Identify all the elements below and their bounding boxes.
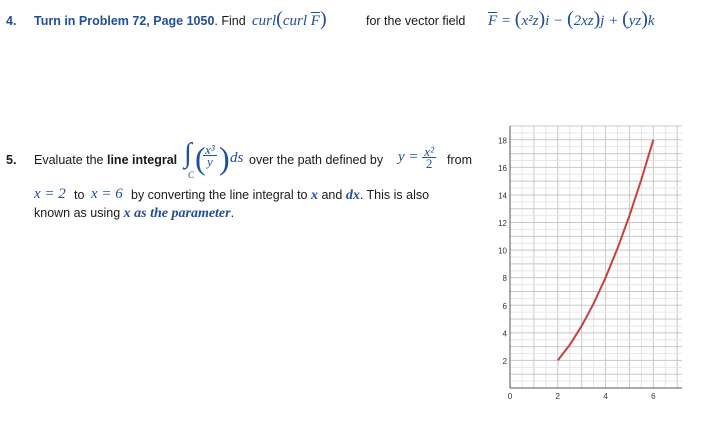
curve-chart	[480, 118, 690, 418]
field-lhs: $\overline{F}$	[488, 13, 498, 29]
problem-4-find: . Find	[214, 14, 246, 28]
unit-i: i	[545, 13, 550, 29]
y-tick-label: 16	[498, 163, 507, 173]
left-paren: (	[195, 140, 206, 176]
parameter-phrase: x as the parameter	[123, 206, 231, 221]
y-tick-label: 2	[502, 356, 507, 366]
unit-k: k	[647, 13, 655, 29]
y-tick-label: 14	[498, 191, 507, 201]
y-tick-label: 18	[498, 136, 507, 146]
integrand-numerator: x³	[205, 142, 215, 157]
x-end: x = 6	[91, 186, 123, 202]
y-tick-label: 8	[502, 274, 507, 284]
x-start: x = 2	[34, 186, 66, 202]
right-paren: )	[219, 140, 230, 176]
problem-4-number: 4.	[6, 14, 17, 28]
converting-phrase: by converting the line integral to	[131, 188, 308, 202]
contour-label: C	[188, 170, 195, 180]
also-text: . This is also	[359, 188, 430, 202]
from-text: from	[447, 153, 472, 167]
y-tick-label: 12	[498, 219, 507, 229]
integral-sign: ∫	[184, 138, 192, 169]
curl-inner: curl	[282, 13, 308, 29]
x-tick-label: 6	[651, 392, 656, 401]
path-equation: y = $\frac{\text{x²}}{2}$	[398, 144, 434, 171]
converting-text	[131, 188, 429, 204]
chart-grid	[510, 126, 682, 388]
integrand-fraction	[203, 144, 217, 167]
y-tick-label: 6	[502, 301, 507, 311]
component-j: 2xz	[573, 13, 594, 29]
problem-5-intro	[34, 153, 177, 167]
intro-text: Evaluate the	[34, 153, 104, 167]
path-text: over the path defined by	[249, 153, 384, 167]
x-tick-label: 4	[603, 392, 608, 401]
vector-field-expression: $\overline{F} = (x^2z)i - (2xz)j + (yz)k$	[488, 8, 655, 30]
curl-curl-expression: curl(curl $\overline{F}$)	[252, 8, 327, 30]
path-y: y	[398, 148, 405, 165]
component-i: x²z	[521, 13, 539, 29]
path-numerator: x²	[424, 144, 434, 159]
line-integral-phrase: line integral	[106, 153, 178, 167]
and-text: and	[321, 188, 343, 202]
unit-j: j	[600, 13, 605, 29]
x-tick-label: 0	[507, 392, 513, 401]
problem-4-heading: Turn in Problem 72, Page 1050	[34, 14, 215, 28]
x-bold: x	[310, 188, 318, 203]
period: .	[230, 206, 235, 220]
vector-F: $\overline{F}$	[310, 13, 320, 29]
path-denominator: 2	[425, 156, 433, 171]
to-text: to	[74, 188, 85, 202]
x-tick-label: 2	[555, 392, 561, 401]
curl-outer: curl	[252, 13, 277, 29]
component-k: yz	[628, 13, 642, 29]
problem-5-number: 5.	[6, 153, 17, 167]
dx-bold: dx	[345, 188, 360, 203]
y-tick-label: 10	[498, 246, 507, 256]
y-tick-label: 4	[502, 329, 507, 339]
known-as-text	[34, 206, 234, 222]
problem-4-for-text: for the vector field	[366, 14, 466, 28]
ds-symbol: ds	[230, 150, 244, 166]
known-as-phrase: known as using	[34, 206, 121, 220]
integrand-denominator: y	[206, 154, 213, 169]
problem-4-text	[34, 14, 246, 28]
